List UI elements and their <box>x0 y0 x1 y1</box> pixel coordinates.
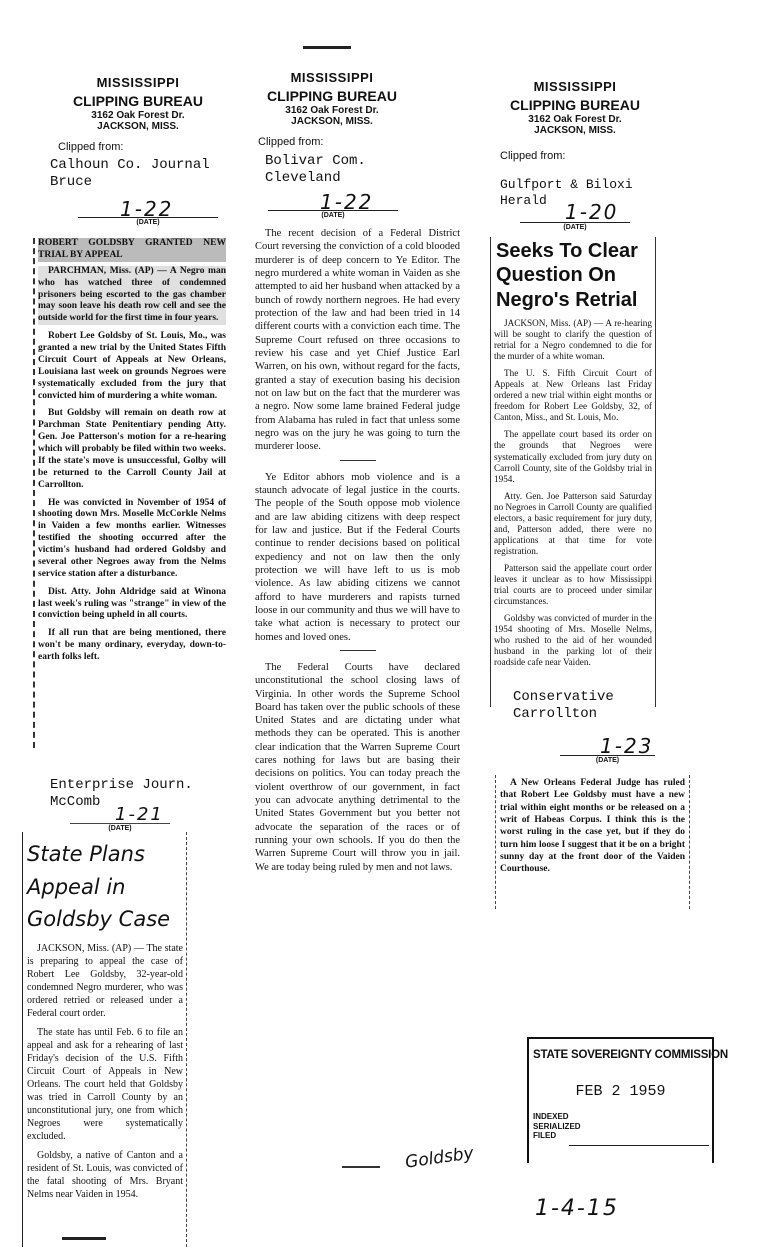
clip5-source <box>513 689 614 723</box>
clip3-bureau-name: CLIPPING BUREAU <box>267 87 397 104</box>
clip4-paragraph: JACKSON, Miss. (AP) — A re-hearing will be sought to clarify the question of retrial for a Negro condemned to die for the murder of a white woman. <box>494 318 652 362</box>
clip1-handwritten-date: 1-22 <box>120 197 174 221</box>
clip4-paragraph: Goldsby was convicted of murder in the 1954 shooting of Mrs. Moselle Nelms, who rushed to the aid of her wounded husband in the parking lot of their roadside cafe near Vaiden. <box>494 612 652 668</box>
clip2-paragraph: The state has until Feb. 6 to file an appeal and ask for a rehearing of last Friday's decision of the U.S. Fifth Circuit Court of Appeals in New Orleans. The court held that Goldsby was tried in Carroll County by an unconstitutional jury, one from which Negroes were systematically excluded. <box>27 1026 183 1142</box>
clip4-bureau-city: JACKSON, MISS. <box>534 124 616 136</box>
clip4-source-city: Herald <box>500 192 547 208</box>
clip2-headline-line: Appeal in <box>27 874 126 899</box>
clip5-handwritten-date: 1-23 <box>600 734 654 758</box>
clip1-paragraph: Dist. Atty. John Aldridge said at Winona last week's ruling was "strange" in view of the conviction being upheld in all courts. <box>38 586 226 621</box>
clip1-paragraph: If all run that are being mentioned, there won't be many ordinary, everyday, down-to-earth folks left. <box>38 628 226 662</box>
clip3-bureau-state: MISSISSIPPI <box>290 70 374 85</box>
stamp-serialized-label: SERIALIZED <box>533 1121 581 1131</box>
clip2-article <box>22 832 187 1247</box>
clip3-divider <box>340 650 376 651</box>
clip1-source-paper: Calhoun Co. Journal <box>50 157 210 173</box>
clip3-source-city: Cleveland <box>265 169 341 186</box>
clip1-source-city: Bruce <box>50 173 93 190</box>
clip3-date-label: (DATE) <box>268 210 398 219</box>
clip1-article <box>33 238 226 748</box>
clip3-clipped-from-label: Clipped from: <box>258 136 324 148</box>
clip4-bureau-name: CLIPPING BUREAU <box>510 96 640 113</box>
clip2-paragraph: Goldsby, a native of Canton and a resident of St. Louis, was convicted of the fatal shooting of Mrs. Bryant Nelms near Vaiden in 1954. <box>27 1149 183 1200</box>
clip5-paragraph: A New Orleans Federal Judge has ruled that Robert Lee Goldsby must have a new trial within eight months or be released on a writ of Habeas Corpus. I think this is the worst ruling in the case yet, but if they do turn him loose I suggest that it be on a bright sunny day at the front door of the Vaiden Courthouse. <box>500 778 685 875</box>
clip3-divider <box>340 460 376 461</box>
clip4-clipped-from-label: Clipped from: <box>500 150 566 162</box>
clip2-end-mark <box>62 1237 106 1240</box>
clip3-bureau-city: JACKSON, MISS. <box>291 115 373 127</box>
clip4-headline <box>496 239 652 312</box>
clip5-article <box>495 775 690 909</box>
stamp-title: STATE SOVEREIGNTY COMMISSION <box>533 1049 729 1061</box>
clip1-bureau-name: CLIPPING BUREAU <box>73 92 203 109</box>
clip4-paragraph: The appellate court based its order on the grounds that Negroes were systematically excluded from jury duty on Carroll County, site of the Goldsby trial in 1954. <box>494 429 652 484</box>
clip3-paragraph: The Federal Courts have declared unconstitutional the school closing laws of Virginia. In other words the Supreme School Board has taken over the public schools of these United States and are dictating under what methods they can be operated. This is another clear indication that the Warren Supreme Court cares nothing for laws but are basing their decisions on politics. You can today preach the violent overthrow of our government, in fact you can advocate anything detrimental to the United States Government but you better not advocate the separation of the races or of running your own schools. If you do then the Warren Supreme Court will throw you in jail. We are today being ruled by men and not laws. <box>255 661 460 873</box>
clip3-article <box>255 227 460 1107</box>
clip4-handwritten-date: 1-20 <box>565 200 619 224</box>
clip3-paragraph: The recent decision of a Federal District Court reversing the conviction of a cold blooded murderer is of deep concern to Ye Editor. The negro murdered a white woman in Vaiden as she attempted to aid her husband when attacked by a bunch of rowdy northern negroes. He had every protection of the law and had been tried in 14 different courts with a conviction each time. The Supreme Court refused on three occasions to review his case and yet Chief Justice Earl Warren, on his own, without regard for the facts, granted a stay of execution basing his decision not on law but on the fact that the murderer was a negro. Now some lame brained Federal judge from Alabama has ruled in fact that unless some negro was on the jury he was going to turn the murderer loose. <box>255 228 460 453</box>
clip4-headline-line: Negro's Retrial <box>496 288 638 311</box>
stamp-filed-label: FILED <box>533 1131 557 1141</box>
clip2-paragraph: JACKSON, Miss. (AP) — The state is preparing to appeal the case of Robert Lee Goldsby, 32-year-old condemned Negro murderer, who was ordered retried or released under a Federal court order. <box>27 942 183 1019</box>
handwritten-file-number: 1-4-15 <box>535 1196 619 1221</box>
clip3-source <box>265 153 366 187</box>
clip4-bureau-address: 3162 Oak Forest Dr. <box>528 114 622 126</box>
clip1-source <box>50 157 210 191</box>
clip4-paragraph: Patterson said the appellate court order leaves it unclear as to how Mississippi trial courts are to proceed under similar circumstances. <box>494 562 652 606</box>
clip4-headline-line: Question On <box>496 264 616 287</box>
clip3-bureau-address: 3162 Oak Forest Dr. <box>285 105 379 117</box>
clip1-bureau-state: MISSISSIPPI <box>96 75 180 90</box>
clip2-handwritten-date: 1-21 <box>115 804 164 825</box>
clip1-paragraph: PARCHMAN, Miss. (AP) — A Negro man who has watched three of condemned prisoners being escorted to the gas chamber may soon leave his death row cell and see the outside world for the first time in four years. <box>38 265 226 324</box>
clip2-headline <box>27 838 183 936</box>
clip2-headline-line: State Plans <box>27 842 145 866</box>
stamp-indexed-label: INDEXED <box>533 1112 569 1121</box>
clip1-paragraph: He was convicted in November of 1954 of shooting down Mrs. Moselle McCorkle Nelms in Vaiden a few months earlier. Witnesses testified the shooting occurred after the victim's husband had ordered Goldsby and several other Negroes away from the Nelms service station after a disturbance. <box>38 497 226 579</box>
clip4-bureau <box>505 80 645 136</box>
clip4-bureau-state: MISSISSIPPI <box>533 79 617 94</box>
stamp-date: FEB 2 1959 <box>575 1083 666 1100</box>
clip1-headline: ROBERT GOLDSBY GRANTED NEW TRIAL BY APPEAL <box>38 238 226 260</box>
clip4-headline-line: Seeks To Clear <box>496 240 638 262</box>
clip2-source-paper: Enterprise Journ. <box>50 777 193 793</box>
clip2-date-label: (DATE) <box>70 823 170 832</box>
clip5-source-city: Carrollton <box>513 705 598 722</box>
clip3-paragraph: Ye Editor abhors mob violence and is a staunch advocate of legal justice in the courts. The people of the South oppose mob violence and are law abiding citizens with deep respect for law and justice. But if the Federal Courts continue to render decisions based on political expediency and not on law then the only protection we will have left to us is mob violence. As law abiding citizens we cannot afford to have murderers and rapists turned loose in our community and thus we will have to take what action is necessary to protect our homes and loved ones. <box>255 471 460 643</box>
clip5-date-label: (DATE) <box>560 755 655 764</box>
clip1-clipped-from-label: Clipped from: <box>58 141 124 153</box>
clip5-source-paper: Conservative <box>513 689 614 705</box>
handwritten-name: Goldsby <box>403 1143 475 1173</box>
clip1-paragraph: But Goldsby will remain on death row at Parchman State Penitentiary pending Atty. Gen. Joe Patterson's motion for a re-hearing which will probably be filed within two weeks. If the state's move is unsuccessful, Golby will be returned to the Carroll County Jail at Carrollton. <box>38 408 226 490</box>
clip3-source-paper: Bolivar Com. <box>265 153 366 169</box>
clip1-paragraph: Robert Lee Goldsby of St. Louis, Mo., was granted a new trial by the United States Fifth Circuit Court of Appeals at New Orleans, Louisiana last week on grounds Negroes were systematically excluded from the jury that convicted him of murdering a white woman. <box>38 331 226 401</box>
clip2-source-city: McComb <box>50 793 101 810</box>
clip3-handwritten-date: 1-22 <box>320 190 374 214</box>
clip1-bureau <box>68 76 208 132</box>
clip4-article <box>490 237 656 707</box>
sovereignty-commission-stamp <box>527 1037 729 1163</box>
clip4-date-label: (DATE) <box>520 222 630 231</box>
clip4-source-paper: Gulfport & Biloxi <box>500 177 633 192</box>
clip4-paragraph: Atty. Gen. Joe Patterson said Saturday no Negroes in Carroll County are qualified electors, a basic requirement for jury duty, and, Patterson added, there were no applications at that time for vote registration. <box>494 490 652 556</box>
clip4-paragraph: The U. S. Fifth Circuit Court of Appeals at New Orleans last Friday ordered a new trial within eight months or freedom for Robert Lee Goldsby, 32, of Canton, Miss., and St. Louis, Mo. <box>494 368 652 423</box>
stamp-signature-line <box>569 1145 709 1146</box>
clip1-bureau-city: JACKSON, MISS. <box>97 120 179 132</box>
clip2-headline-line: Goldsby Case <box>27 907 171 932</box>
clip1-date-label: (DATE) <box>78 217 218 226</box>
handwritten-dash <box>342 1166 380 1168</box>
clip3-bureau <box>262 71 402 127</box>
top-mark <box>303 46 351 49</box>
clip1-bureau-address: 3162 Oak Forest Dr. <box>91 110 185 122</box>
